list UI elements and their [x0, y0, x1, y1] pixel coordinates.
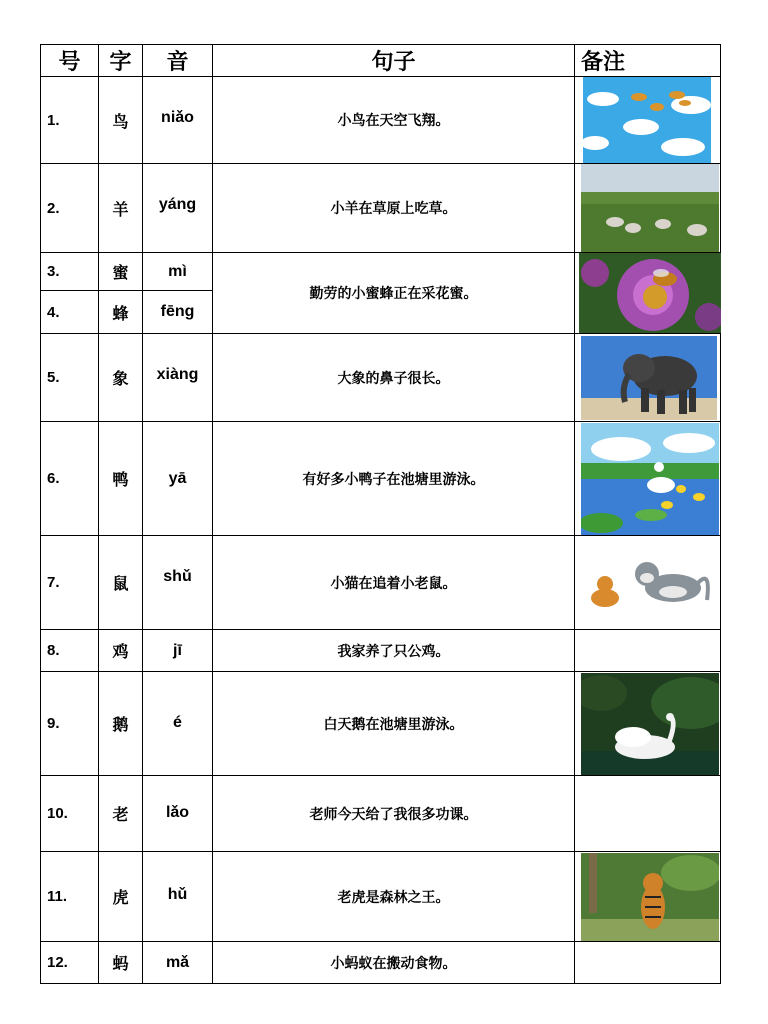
cat-chasing-mouse-image — [581, 538, 719, 628]
row-sentence: 老师今天给了我很多功课。 — [213, 776, 575, 852]
row-pinyin: yáng — [143, 164, 213, 253]
header-pinyin: 音 — [143, 45, 213, 77]
row-number: 5. — [41, 334, 99, 422]
header-num: 号 — [41, 45, 99, 77]
table-row — [41, 630, 721, 672]
row-character: 蚂 — [99, 942, 143, 984]
table-row — [41, 77, 721, 164]
row-number: 4. — [41, 291, 99, 334]
row-pinyin: hǔ — [143, 852, 213, 942]
row-character: 鸭 — [99, 422, 143, 536]
row-character: 鼠 — [99, 536, 143, 630]
header-row — [41, 45, 721, 77]
row-pinyin: mǎ — [143, 942, 213, 984]
row-image-cell — [575, 942, 721, 984]
row-number: 10. — [41, 776, 99, 852]
table-row — [41, 253, 721, 291]
row-character: 羊 — [99, 164, 143, 253]
table-row — [41, 776, 721, 852]
swan-image — [581, 673, 719, 775]
row-number: 9. — [41, 672, 99, 776]
sheep-on-grassland-image — [581, 164, 719, 252]
row-image-cell — [575, 253, 721, 334]
header-sentence: 句子 — [213, 45, 575, 77]
elephant-image — [581, 336, 717, 420]
row-sentence: 小羊在草原上吃草。 — [213, 164, 575, 253]
row-character: 蜜 — [99, 253, 143, 291]
vocabulary-table — [40, 44, 721, 984]
table-row — [41, 422, 721, 536]
row-pinyin: fēng — [143, 291, 213, 334]
row-image-cell — [575, 77, 721, 164]
row-character: 鸡 — [99, 630, 143, 672]
table-row — [41, 536, 721, 630]
row-pinyin: jī — [143, 630, 213, 672]
row-sentence: 白天鹅在池塘里游泳。 — [213, 672, 575, 776]
row-image-cell — [575, 852, 721, 942]
row-number: 1. — [41, 77, 99, 164]
row-character: 鹅 — [99, 672, 143, 776]
row-number: 7. — [41, 536, 99, 630]
row-sentence: 小蚂蚁在搬动食物。 — [213, 942, 575, 984]
bee-on-flower-image — [579, 253, 721, 333]
row-image-cell — [575, 164, 721, 253]
row-pinyin: yā — [143, 422, 213, 536]
row-image-cell — [575, 536, 721, 630]
row-pinyin: lǎo — [143, 776, 213, 852]
ducks-in-pond-image — [581, 423, 719, 535]
row-sentence: 小猫在追着小老鼠。 — [213, 536, 575, 630]
tiger-image — [581, 853, 719, 941]
row-number: 6. — [41, 422, 99, 536]
row-character: 老 — [99, 776, 143, 852]
row-sentence: 小鸟在天空飞翔。 — [213, 77, 575, 164]
row-sentence: 大象的鼻子很长。 — [213, 334, 575, 422]
row-pinyin: é — [143, 672, 213, 776]
row-image-cell — [575, 422, 721, 536]
table-row — [41, 164, 721, 253]
row-image-cell — [575, 630, 721, 672]
table-row — [41, 942, 721, 984]
row-sentence: 我家养了只公鸡。 — [213, 630, 575, 672]
row-number: 3. — [41, 253, 99, 291]
row-image-cell — [575, 776, 721, 852]
row-image-cell — [575, 334, 721, 422]
row-sentence: 老虎是森林之王。 — [213, 852, 575, 942]
row-number: 12. — [41, 942, 99, 984]
row-pinyin: mì — [143, 253, 213, 291]
row-character: 虎 — [99, 852, 143, 942]
row-pinyin: xiàng — [143, 334, 213, 422]
row-number: 11. — [41, 852, 99, 942]
row-character: 鸟 — [99, 77, 143, 164]
table-row — [41, 672, 721, 776]
row-pinyin: niǎo — [143, 77, 213, 164]
row-pinyin: shǔ — [143, 536, 213, 630]
row-character: 蜂 — [99, 291, 143, 334]
table-row — [41, 334, 721, 422]
row-character: 象 — [99, 334, 143, 422]
row-sentence: 勤劳的小蜜蜂正在采花蜜。 — [213, 253, 575, 334]
row-sentence: 有好多小鸭子在池塘里游泳。 — [213, 422, 575, 536]
row-number: 8. — [41, 630, 99, 672]
birds-in-sky-image — [583, 77, 711, 163]
table-row — [41, 852, 721, 942]
row-image-cell — [575, 672, 721, 776]
header-note: 备注 — [575, 45, 721, 77]
header-char: 字 — [99, 45, 143, 77]
row-number: 2. — [41, 164, 99, 253]
